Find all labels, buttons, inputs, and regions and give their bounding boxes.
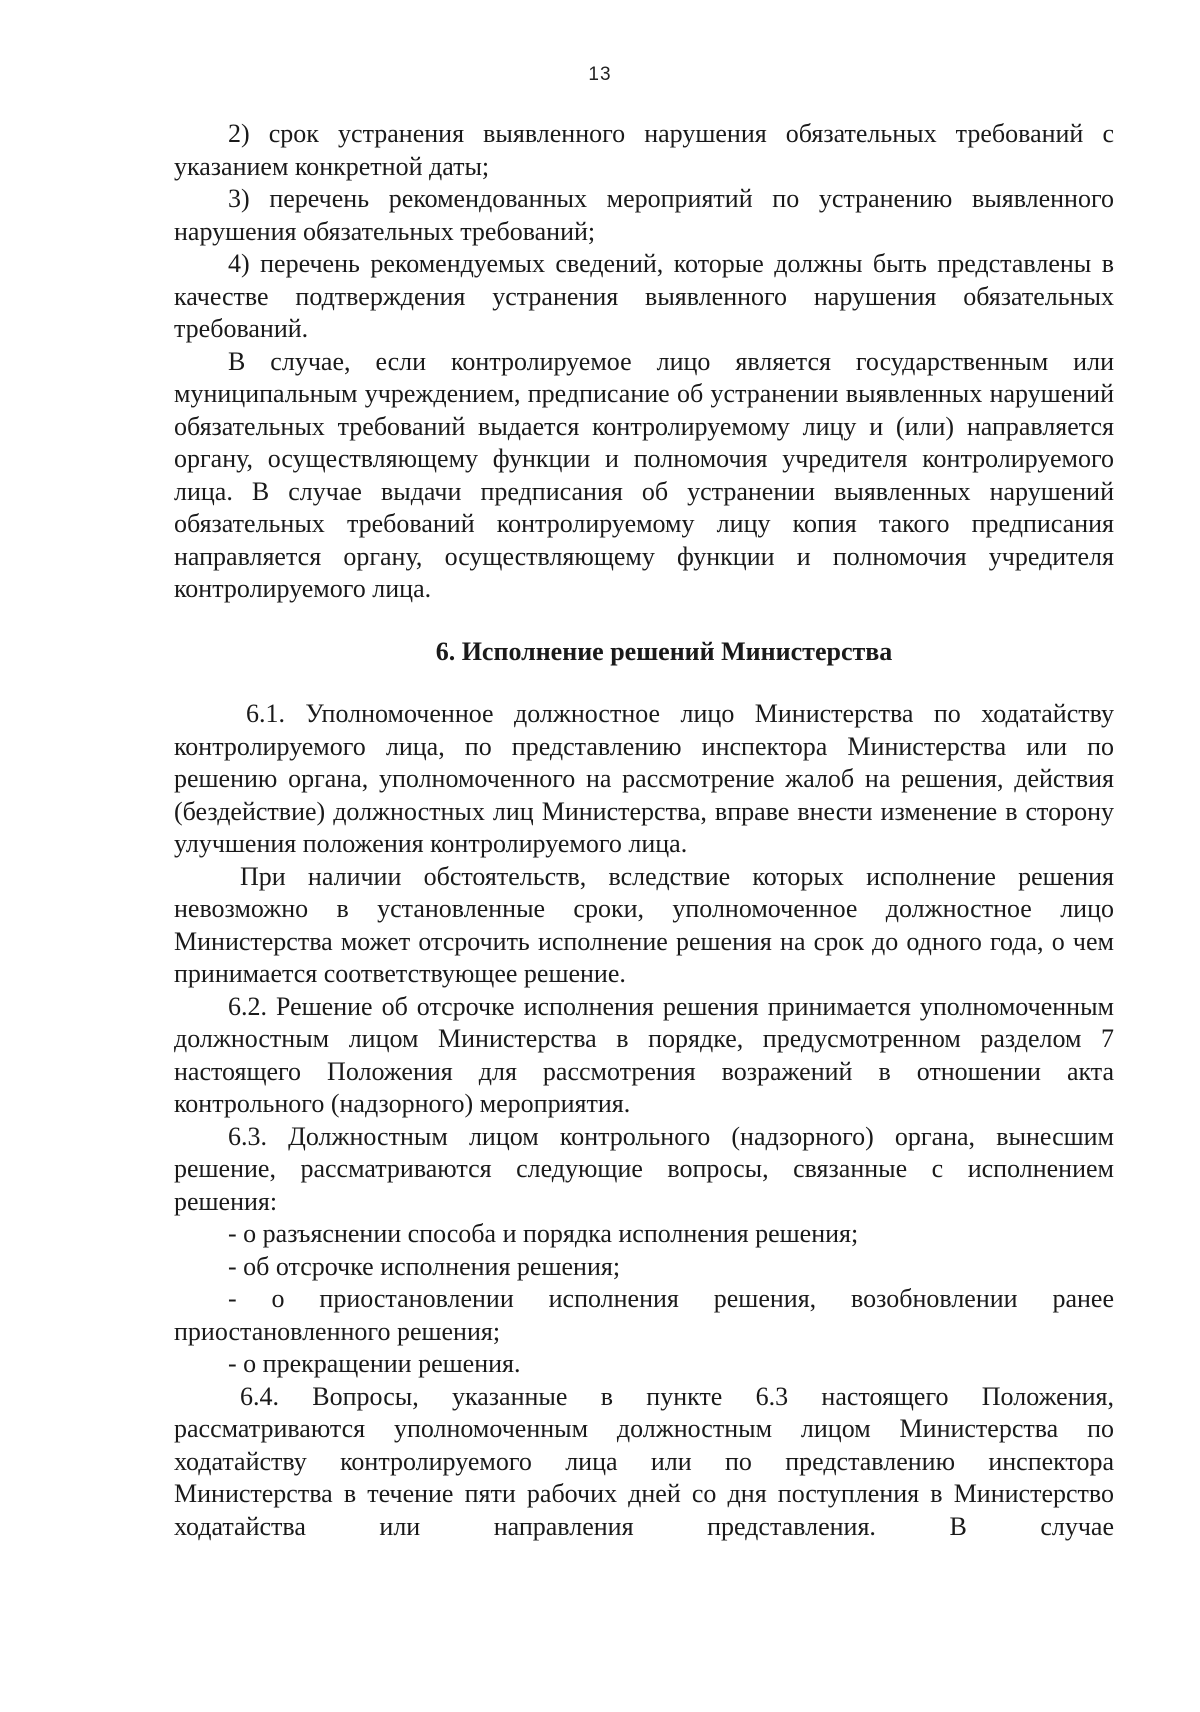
list-item: - о разъяснении способа и порядка исполнения решения; [228, 1219, 859, 1248]
document-body [174, 118, 1114, 1543]
section-heading: 6. Исполнение решений Министерства [435, 636, 893, 666]
paragraph-deferral-circumstances: При наличии обстоятельств, вследствие которых исполнение решения невозможно в установленные сроки, уполномоченное должностное лицо Министерства может отсрочить исполнение решения на срок до одного года, о чем принимается соответствующее решение. [174, 861, 1114, 988]
paragraph-6-2: 6.2. Решение об отсрочке исполнения решения принимается уполномоченным должностным лицом Министерства в порядке, предусмотренном разделом 7 настоящего Положения для рассмотрения возражений в отношении акта контрольного (надзорного) мероприятия. [174, 991, 1114, 1118]
paragraph-item-3: 3) перечень рекомендованных мероприятий по устранению выявленного нарушения обязательных требований; [174, 184, 1114, 246]
list-item: - о прекращении решения. [228, 1349, 521, 1378]
paragraph-6-4: 6.4. Вопросы, указанные в пункте 6.3 настоящего Положения, рассматриваются уполномоченным должностным лицом Министерства по ходатайству контролируемого лица или по представлению инспектора Министерства в течение пяти рабочих дней со дня поступления в Министерство ходатайства или направления представления. В случае [174, 1381, 1114, 1541]
page-number: 13 [588, 64, 612, 85]
paragraph-6-3: 6.3. Должностным лицом контрольного (надзорного) органа, вынесшим решение, рассматриваются следующие вопросы, связанные с исполнением решения: [174, 1121, 1114, 1216]
paragraph-item-2: 2) срок устранения выявленного нарушения обязательных требований с указанием конкретной даты; [174, 119, 1114, 181]
list-item: - о приостановлении исполнения решения, возобновлении ранее приостановленного решения; [174, 1284, 1114, 1346]
paragraph-state-institution: В случае, если контролируемое лицо является государственным или муниципальным учреждением, предписание об устранении выявленных нарушений обязательных требований выдается контролируемому лицу и (или) направляется органу, осуществляющему функции и полномочия учредителя контролируемого лица. В случае выдачи предписания об устранении выявленных нарушений обязательных требований контролируемому лицу копия такого предписания направляется органу, осуществляющему функции и полномочия учредителя контролируемого лица. [174, 346, 1114, 603]
list-item: - об отсрочке исполнения решения; [228, 1251, 621, 1281]
paragraph-6-1: 6.1. Уполномоченное должностное лицо Министерства по ходатайству контролируемого лица, по представлению инспектора Министерства или по решению органа, уполномоченного на рассмотрение жалоб на решения, действия (бездействие) должностных лиц Министерства, вправе внести изменение в сторону улучшения положения контролируемого лица. [174, 699, 1114, 858]
paragraph-item-4: 4) перечень рекомендуемых сведений, которые должны быть представлены в качестве подтверждения устранения выявленного нарушения обязательных требований. [174, 249, 1114, 343]
